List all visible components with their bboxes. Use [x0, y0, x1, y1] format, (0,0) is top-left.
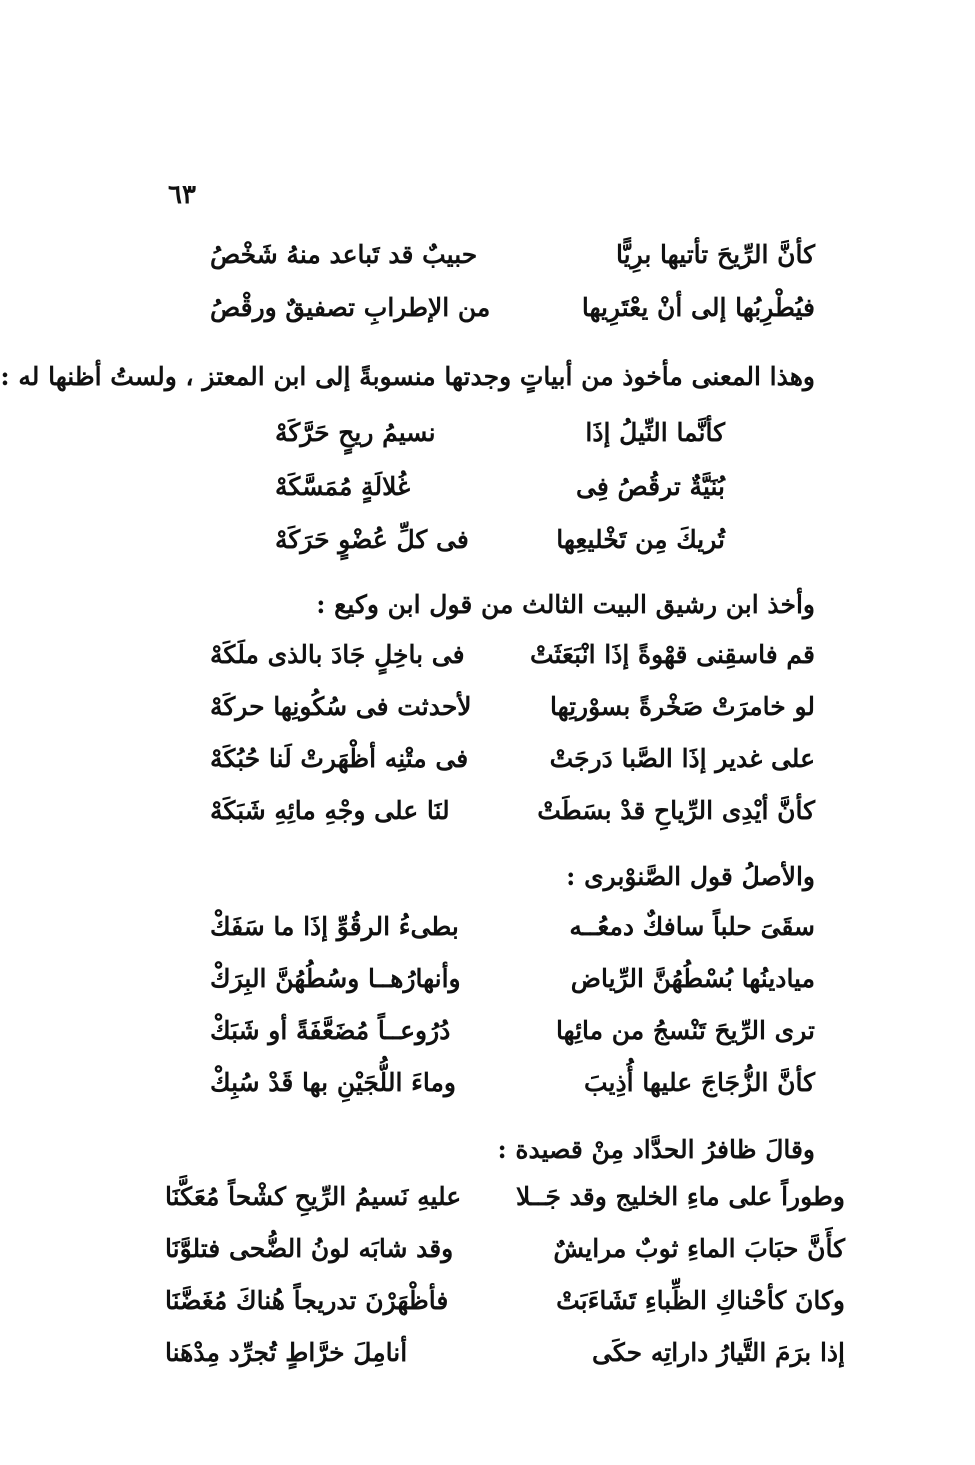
verse-sadr: على غدير إذَا الصَّبا دَرجَتْ: [549, 744, 815, 773]
verse-16: [165, 1286, 845, 1315]
verse-11: [210, 964, 815, 993]
verse-ajuz: دُرُوعــاً مُضَعَّفَةً أو شَبَكْ: [210, 1016, 451, 1045]
verse-sadr: بُنَيَّةٌ ترقُصُ فِى: [576, 472, 725, 501]
verse-ajuz: من الإطرابِ تصفيقٌ ورقْصُ: [210, 293, 491, 322]
verse-sadr: كأَنَّ حبَابَ الماءِ ثوبٌ مرايشٌ: [553, 1234, 845, 1263]
verse-sadr: قم فاسقِنى قهْوةً إذَا انْبَعَثَتْ: [529, 640, 815, 669]
prose-line: والأصلُ قول الصَّنوْبرى :: [566, 862, 815, 891]
verse-15: [165, 1234, 845, 1263]
verse-sadr: وطوراً على ماءِ الخليج وقد جَــلا: [515, 1182, 845, 1211]
verse-sadr: لو خامرَتْ صَخْرةً بسوْرتِها: [549, 692, 815, 721]
prose-line: وهذا المعنى مأخوذ من أبياتٍ وجدتها منسوبةً إلى ابن المعتز ، ولستُ أظنها له :: [0, 362, 815, 391]
verse-6: [210, 640, 815, 669]
verse-17: [165, 1338, 845, 1367]
verse-7: [210, 692, 815, 721]
verse-ajuz: عليهِ نَسيمُ الرِّيحِ كشْحاً مُعَكَّنَا: [165, 1182, 462, 1211]
verse-8: [210, 744, 815, 773]
verse-sadr: كأنَّما النِّيلُ إذَا: [585, 418, 725, 447]
verse-sadr: سقَىَ حلباً سافكٌ دمعُــه: [569, 912, 815, 941]
verse-13: [210, 1068, 815, 1097]
verse-ajuz: حبيبٌ قد تَباعد منهُ شَخْصُ: [210, 240, 478, 269]
verse-sadr: كأنَّ الزُّجَاجَ عليها أُذِيبَ: [583, 1068, 815, 1097]
verse-ajuz: وقد شابَه لونُ الضُّحى فتلوَّنَا: [165, 1234, 454, 1263]
verse-sadr: كأنَّ أيْدِى الرِّياحِ قدْ بسَطَتْ: [537, 796, 815, 825]
verse-ajuz: أنامِلَ خرَّاطٍ تُجرِّد مِدْهَنا: [165, 1338, 408, 1367]
verse-ajuz: نسيمُ ريحٍ حَرَّكَهْ: [275, 418, 436, 447]
verse-sadr: ميادينُها بُسْطُهُنَّ الرِّياض: [570, 964, 815, 993]
verse-ajuz: فى كلِّ عُضْوٍ حَرَكَهْ: [275, 525, 469, 554]
verse-4: [275, 472, 725, 501]
verse-sadr: ترى الرِّيحَ تَنْسجُ من مائِها: [555, 1016, 815, 1045]
verse-ajuz: فى متْنِه أظْهَرتْ لَنا حُبُكَهْ: [210, 744, 469, 773]
verse-12: [210, 1016, 815, 1045]
verse-3: [275, 418, 725, 447]
verse-9: [210, 796, 815, 825]
verse-10: [210, 912, 815, 941]
verse-2: [210, 293, 815, 322]
page-number: ٦٣: [168, 180, 196, 210]
prose-line: وأخذ ابن رشيق البيت الثالث من قول ابن وكيع :: [316, 590, 815, 619]
verse-sadr: كأنَّ الرِّيحَ تأتيها برِيًّا: [616, 240, 815, 269]
verse-sadr: وكانَ كأحْناكِ الظِّباءِ تَشَاءَبَتْ: [556, 1286, 845, 1315]
verse-sadr: إذا برَمَ التَّيارُ داراتِه حكَى: [592, 1338, 845, 1367]
verse-ajuz: فى باخِلٍ جَادَ بالذى ملَكَهْ: [210, 640, 465, 669]
verse-sadr: فيُطْرِبُها إلى أنْ يعْتَرِيها: [581, 293, 815, 322]
verse-ajuz: غُلالَةٍ مُمَسَّكَهْ: [275, 472, 411, 501]
verse-ajuz: بطىءُ الرقُوِّ إذَا ما سَفَكْ: [210, 912, 459, 941]
verse-ajuz: فأظْهَرْنَ تدريجاً هُناكَ مُغَضَّنَا: [165, 1286, 449, 1315]
verse-1: [210, 240, 815, 269]
prose-line: وقالَ ظافرُ الحدَّاد مِنْ قصيدة :: [497, 1135, 815, 1164]
verse-5: [275, 525, 725, 554]
verse-ajuz: وماءَ اللُّجَيْنِ بها قَدْ سُبِكْ: [210, 1068, 456, 1097]
verse-ajuz: لأحدثت فى سُكُونِها حركَهْ: [210, 692, 472, 721]
verse-ajuz: وأنهارُهــا وسُطُهُنَّ البِرَكْ: [210, 964, 461, 993]
verse-ajuz: لنَا على وجْهِ مائِهِ شَبَكَهْ: [210, 796, 450, 825]
verse-14: [165, 1182, 845, 1211]
verse-sadr: تُريكَ مِن تَخْليعِها: [556, 525, 725, 554]
